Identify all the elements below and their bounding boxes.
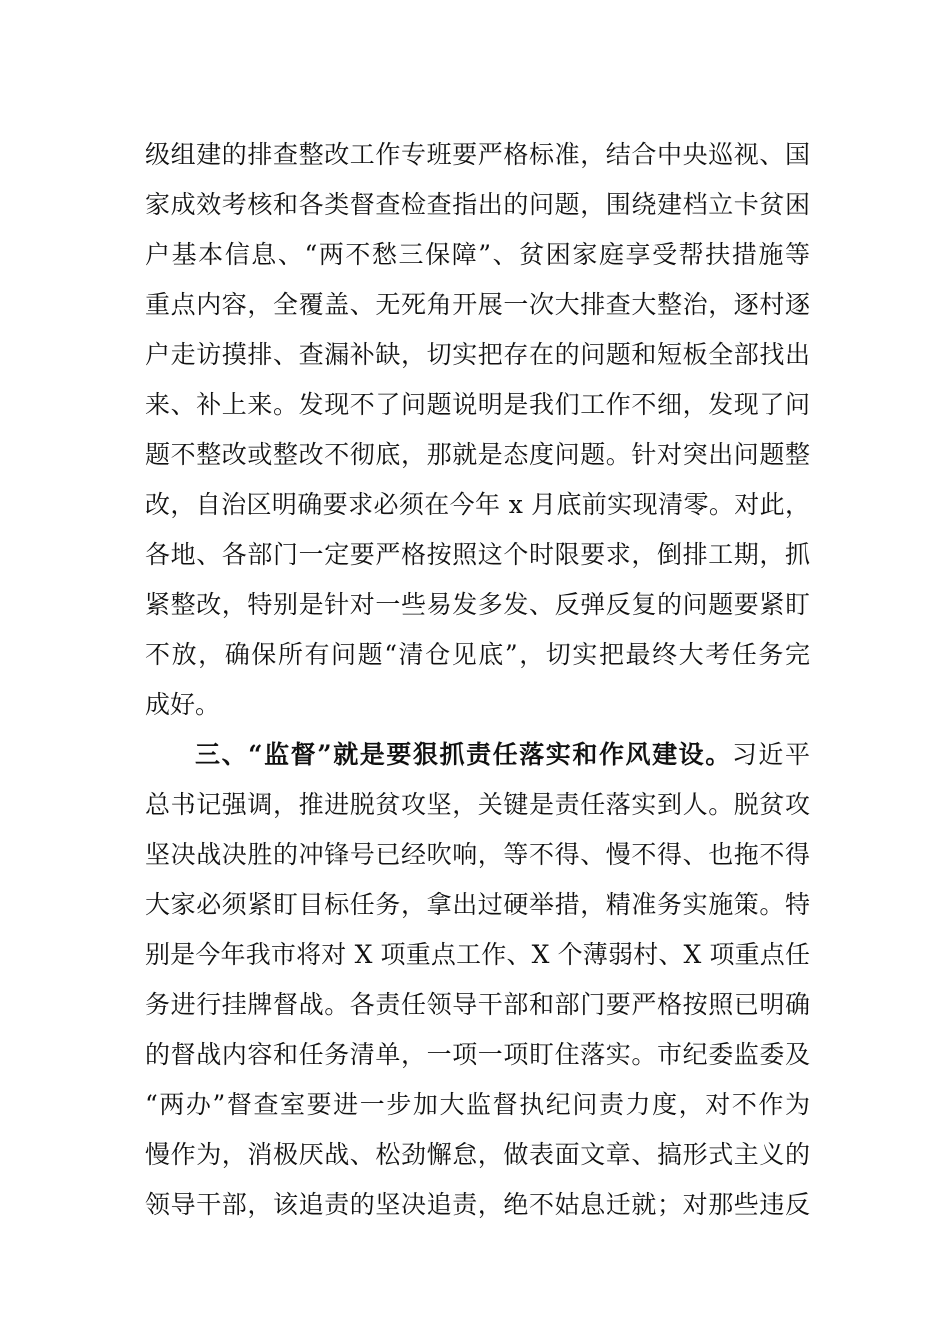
text-line: 慢作为，消极厌战、松劲懈怠，做表面文章、搞形式主义的 [145,1140,810,1169]
text-line: 务进行挂牌督战。各责任领导干部和部门要严格按照已明确 [145,990,810,1019]
text-line: 来、补上来。发现不了问题说明是我们工作不细，发现了问 [145,390,810,419]
text-line: 的督战内容和任务清单，一项一项盯住落实。市纪委监委及 [145,1040,810,1069]
text-line: 成好。 [145,690,221,719]
paragraph-heading-line [195,730,810,780]
text-line: 户走访摸排、查漏补缺，切实把存在的问题和短板全部找出 [145,340,810,369]
section-heading: 三、“监督”就是要狠抓责任落实和作风建设。 [195,740,732,769]
text-line: 题不整改或整改不彻底，那就是态度问题。针对突出问题整 [145,440,810,469]
text-line: 紧整改，特别是针对一些易发多发、反弹反复的问题要紧盯 [145,590,810,619]
text-line: 户基本信息、“两不愁三保障”、贫困家庭享受帮扶措施等 [145,240,810,269]
text-line: 别是今年我市将对 X 项重点工作、X 个薄弱村、X 项重点任 [145,940,810,969]
text-line: 不放，确保所有问题“清仓见底”，切实把最终大考任务完 [145,640,810,669]
text-line: “两办”督查室要进一步加大监督执纪问责力度，对不作为 [145,1090,810,1119]
text-line: 大家必须紧盯目标任务，拿出过硬举措，精准务实施策。特 [145,890,810,919]
text-fragment: 习近平 [731,740,810,769]
text-line: 重点内容，全覆盖、无死角开展一次大排查大整治，逐村逐 [145,290,810,319]
text-line: 坚决战决胜的冲锋号已经吹响，等不得、慢不得、也拖不得 [145,840,810,869]
text-line: 各地、各部门一定要严格按照这个时限要求，倒排工期，抓 [145,540,810,569]
text-line: 级组建的排查整改工作专班要严格标准，结合中央巡视、国 [145,140,810,169]
text-line: 改，自治区明确要求必须在今年 x 月底前实现清零。对此， [145,490,810,519]
text-line: 总书记强调，推进脱贫攻坚，关键是责任落实到人。脱贫攻 [145,790,810,819]
text-line: 领导干部，该追责的坚决追责，绝不姑息迁就；对那些违反 [145,1190,810,1219]
text-line: 家成效考核和各类督查检查指出的问题，围绕建档立卡贫困 [145,190,810,219]
